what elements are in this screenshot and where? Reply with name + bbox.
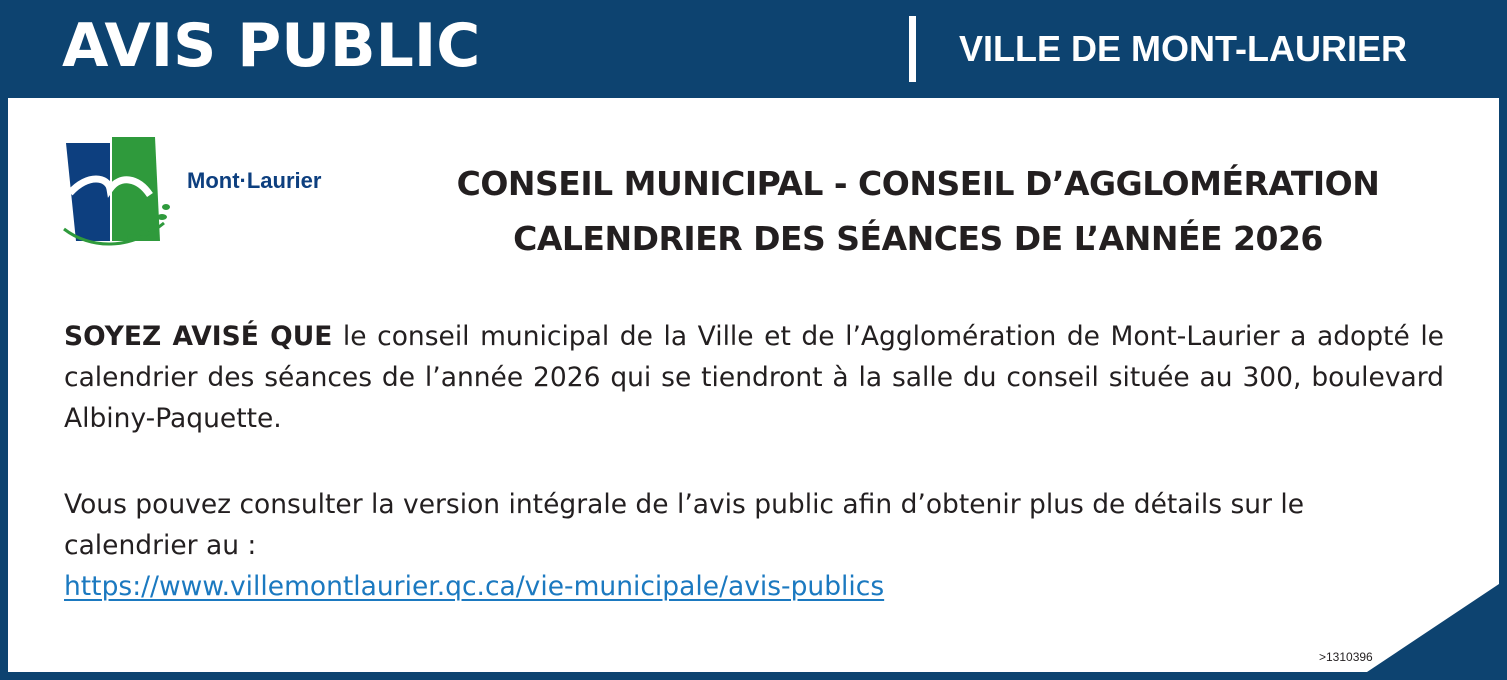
- notice-paragraph-1: [64, 316, 1444, 439]
- notice-title-line-1: CONSEIL MUNICIPAL - CONSEIL D’AGGLOMÉRATION: [456, 164, 1380, 203]
- notice-paragraph-1-body: le conseil municipal de la Ville et de l’Agglomération de Mont-Laurier a adopté le calendrier des séances de l’année 2026 qui se tiendront à la salle du conseil située au 300, boulevard Albiny-Paquette.: [64, 321, 1444, 434]
- notice-title-line-2: CALENDRIER DES SÉANCES DE L’ANNÉE 2026: [513, 219, 1323, 258]
- reference-number: >1310396: [1319, 650, 1373, 664]
- notice-paragraph-2-body: Vous pouvez consulter la version intégrale de l’avis public afin d’obtenir plus de détails sur le calendrier au :: [64, 489, 1305, 561]
- notice-title: [368, 156, 1468, 266]
- notice-panel: [8, 98, 1499, 672]
- corner-decoration: [1367, 584, 1499, 672]
- header-divider: [909, 16, 916, 82]
- notice-link[interactable]: https://www.villemontlaurier.qc.ca/vie-municipale/avis-publics: [64, 571, 885, 602]
- mont-laurier-logo-icon: [60, 133, 180, 253]
- header-title: AVIS PUBLIC: [62, 11, 481, 81]
- notice-paragraph-2: [64, 484, 1444, 607]
- logo-wordmark: Mont·Laurier: [187, 168, 322, 193]
- notice-lead: SOYEZ AVISÉ QUE: [64, 321, 333, 352]
- header-city: VILLE DE MONT-LAURIER: [959, 28, 1407, 69]
